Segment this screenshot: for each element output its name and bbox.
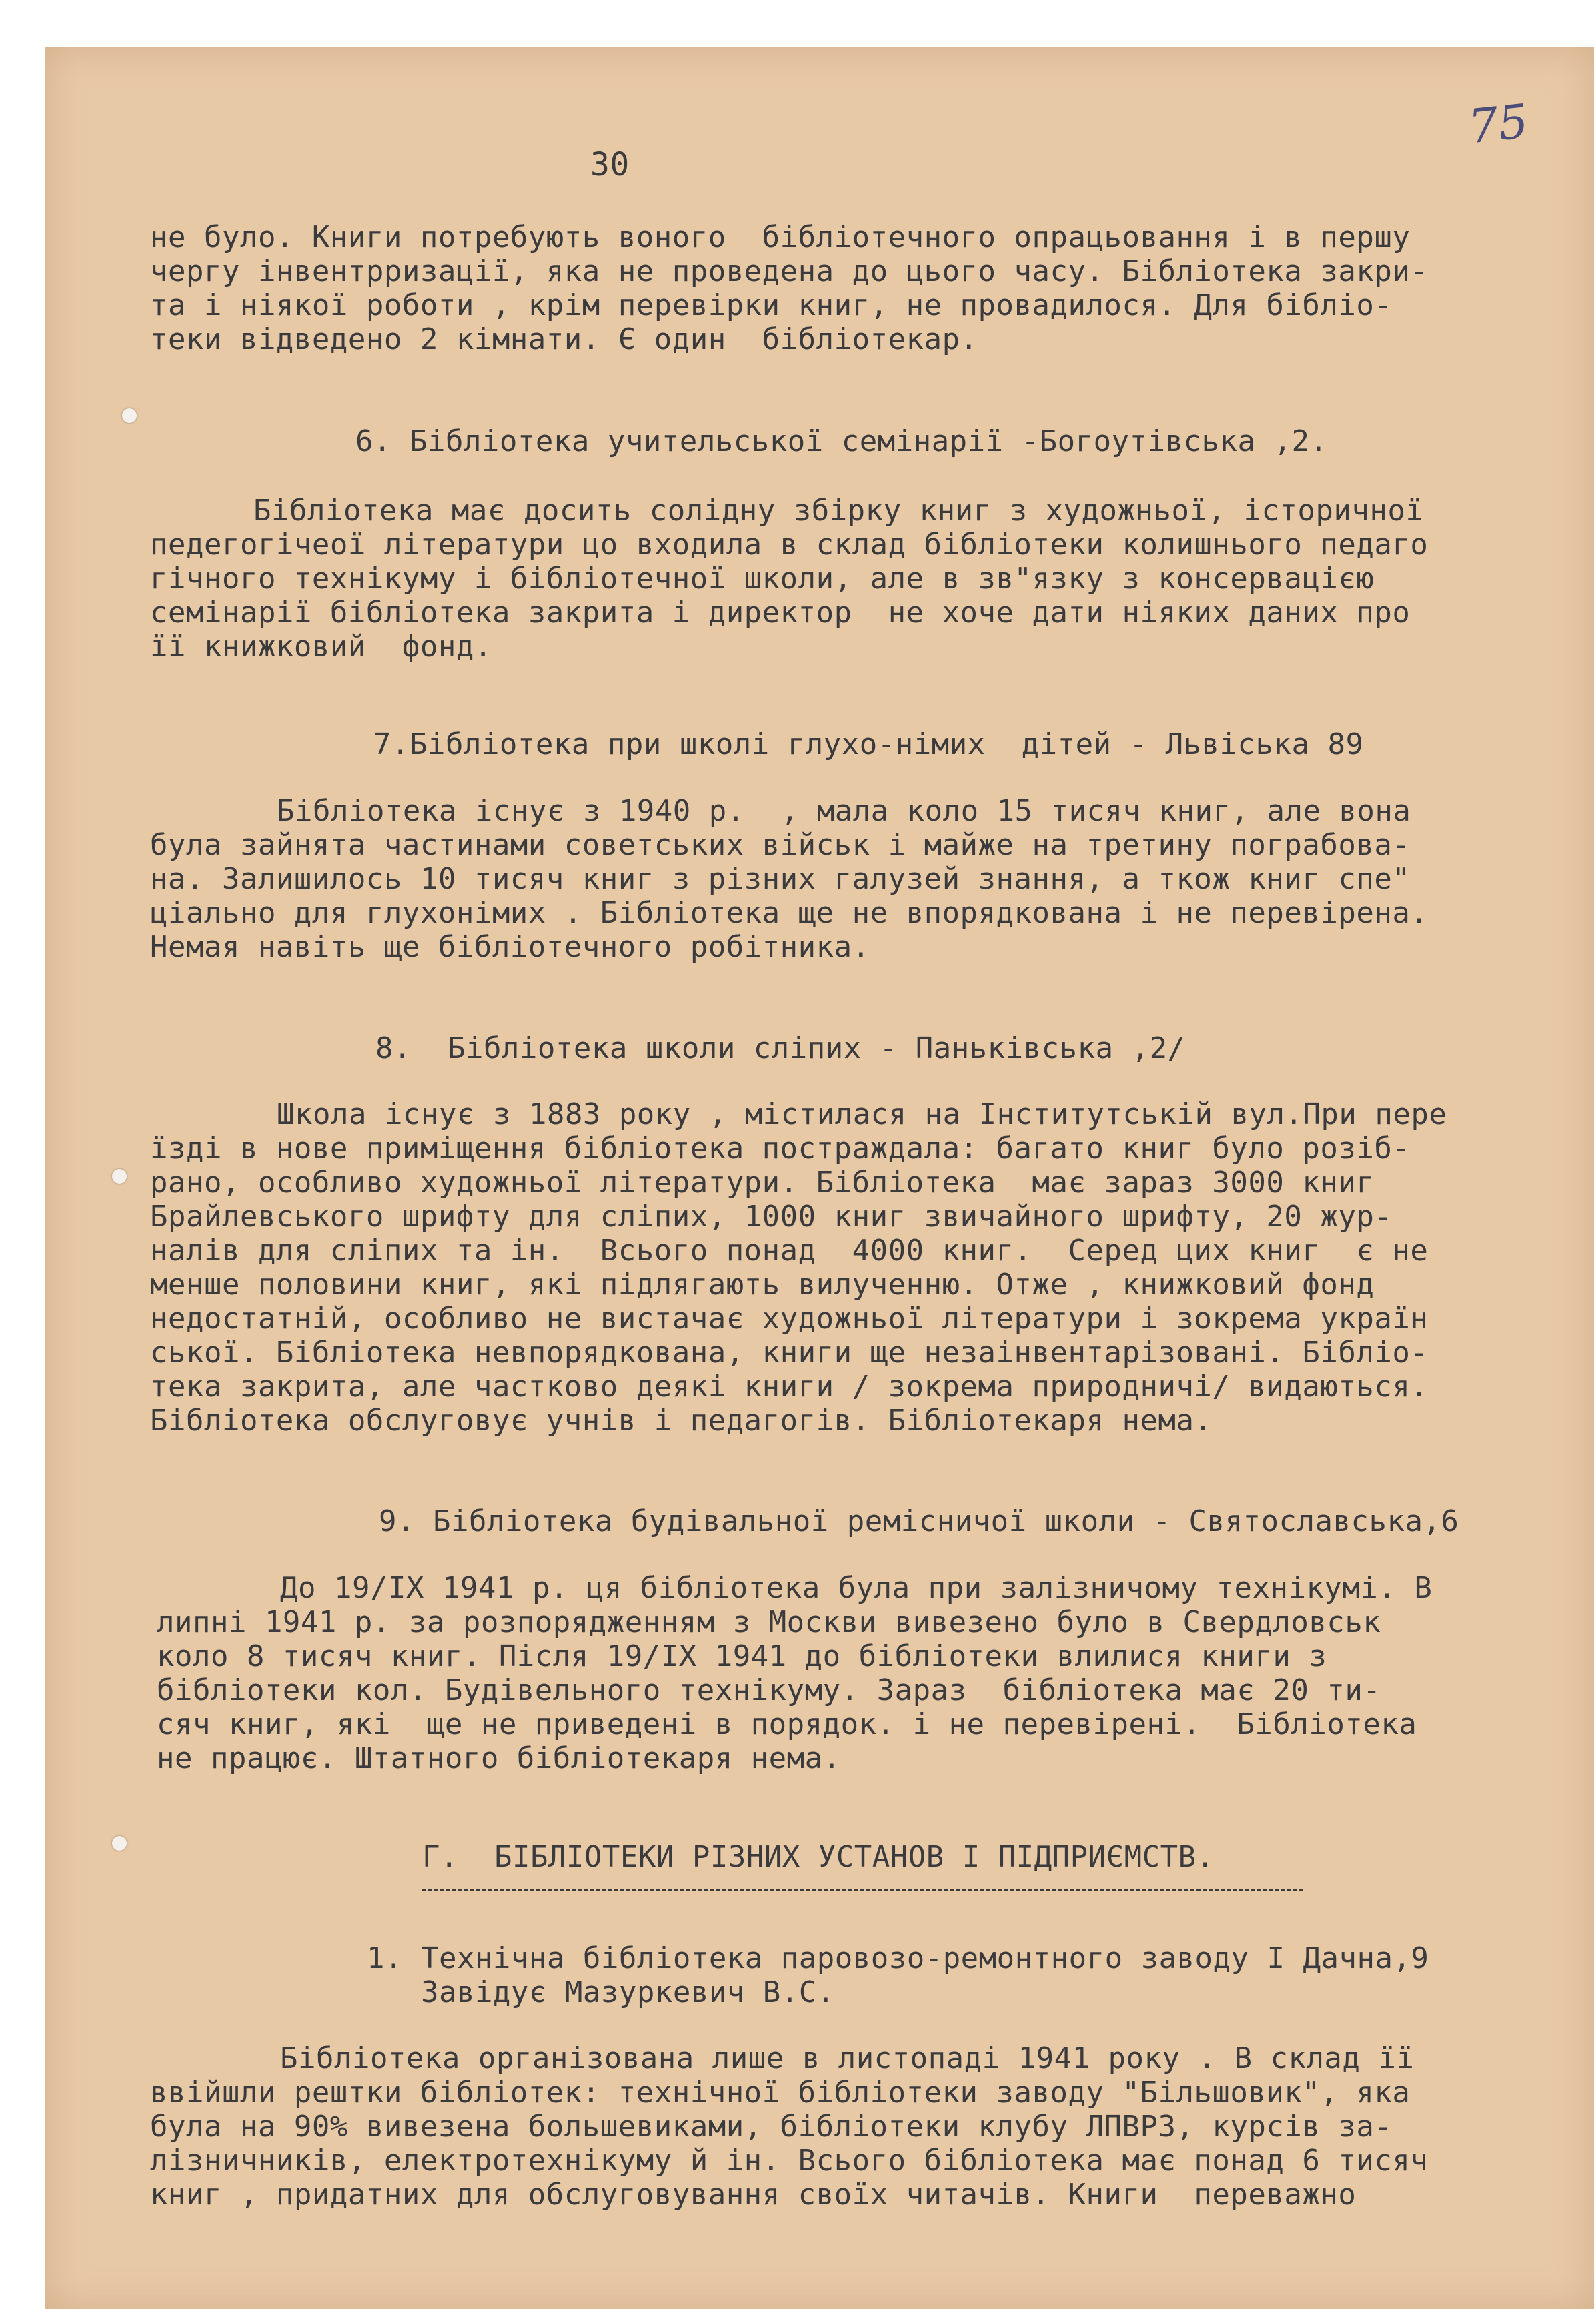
section-g1-body: Бібліотека організована лише в листопаді 1941 року . В склад її ввійшли рештки бібліотек: технічної бібліотеки заводу "Більшовик", яка була на 90% вивезена большевиками, бібліотеки клубу ЛПВРЗ, курсів за- лізничників, електротехнікуму й ін. Всього бібліотека має понад 6 тисяч книг , придатних для обслуговування своїх читачів. Книги переважно [150, 2041, 1429, 2212]
section-7-body: Бібліотека існує з 1940 р. , мала коло 15 тисяч книг, але вона була зайнята частинами советських військ і майже на третину пограбова- на. Залишилось 10 тисяч книг з різних галузей знання, а ткож книг спе" ціально для глухонімих . Бібліотека ще не впорядкована і не перевірена. Немая навіть ще бібліотечного робітника. [150, 794, 1429, 964]
section-9-heading: 9. Бібліотека будівальної ремісничої школи - Святославська,6 [379, 1504, 1459, 1538]
heading-underline [422, 1889, 1303, 1891]
section-6-heading: 6. Бібліотека учительської семінарії -Богоутівська ,2. [355, 424, 1328, 458]
punch-hole [122, 408, 137, 423]
punch-hole [112, 1836, 127, 1851]
page-number: 30 [590, 146, 630, 183]
paragraph-intro: не було. Книги потребують воного бібліотечного опрацьовання і в першу чергу інвентрризації, яка не проведена до цього часу. Бібліотека закри- та і ніякої роботи , крім перевірки книг, не провадилося. Для бібліо- теки відведено 2 кімнати. Є один бібліотекар. [150, 220, 1429, 356]
section-7-heading: 7.Бібліотека при школі глухо-німих дітей - Львіська 89 [373, 727, 1364, 761]
section-8-heading: 8. Бібліотека школи сліпих - Паньківська ,2/ [375, 1031, 1186, 1065]
section-9-body: До 19/IX 1941 р. ця бібліотека була при залізничому технікумі. В липні 1941 р. за розпорядженням з Москви вивезено було в Свердловськ коло 8 тисяч книг. Після 19/IX 1941 до бібліотеки влилися книги з бібліотеки кол. Будівельного технікуму. Зараз бібліотека має 20 ти- сяч книг, які ще не приведені в порядок. і не перевірені. Бібліотека не працює. Штатного бібліотекаря нема. [157, 1571, 1433, 1775]
punch-hole [112, 1169, 127, 1184]
folio-number: 75 [1465, 93, 1531, 155]
section-6-body: Бібліотека має досить солідну збірку книг з художньої, історичної педегогічеої літератури цо входила в склад бібліотеки колишнього педаго гічного технікуму і бібліотечної школи, але в зв"язку з консервацією семінарії бібліотека закрита і директор не хоче дати ніяких даних про її книжковий фонд. [150, 494, 1429, 664]
section-g1-heading: 1. Технічна бібліотека паровозо-ремонтного заводу І Дачна,9 Завідує Мазуркевич В.С. [367, 1941, 1429, 2009]
section-8-body: Школа існує з 1883 року , містилася на Інститутській вул.При пере їзді в нове приміщення бібліотека постраждала: багато книг було розіб- рано, особливо художньої літератури. Бібліотека має зараз 3000 книг Брайлевського шрифту для сліпих, 1000 книг звичайного шрифту, 20 жур- налів для сліпих та ін. Всього понад 4000 книг. Серед цих книг є не менше половини книг, які підлягають вилученню. Отже , книжковий фонд недостатній, особливо не вистачає художньої літератури і зокрема україн ської. Бібліотека невпорядкована, книги ще незаінвентарізовані. Бібліо- тека закрита, але частково деякі книги / зокрема природничі/ видаються. Бібліотека обслуговує учнів і педагогів. Бібліотекаря нема. [150, 1097, 1447, 1438]
section-g-heading: Г. БІБЛІОТЕКИ РІЗНИХ УСТАНОВ І ПІДПРИЄМСТВ. [422, 1840, 1215, 1874]
